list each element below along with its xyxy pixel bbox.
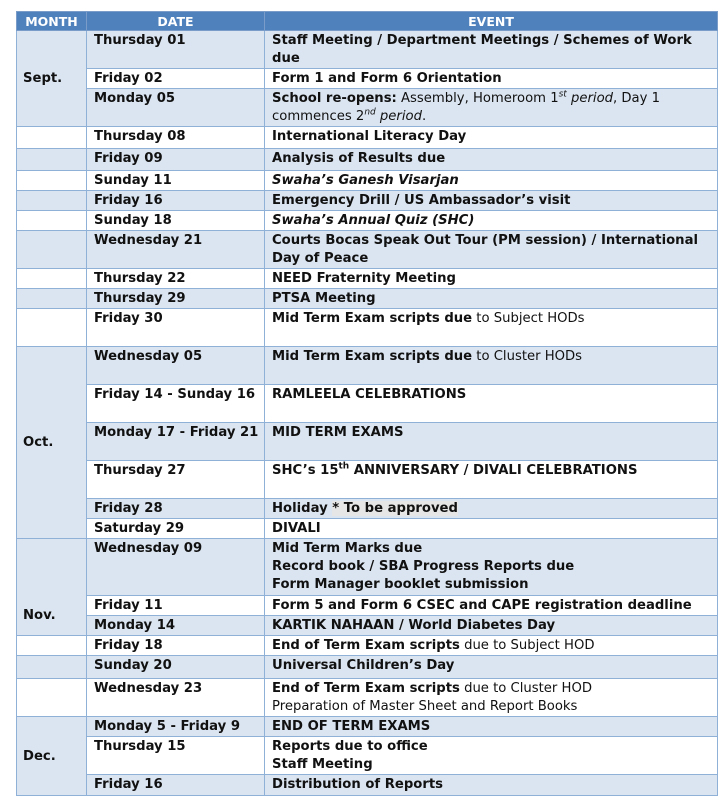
event-text: Mid Term Exam scripts due [272, 349, 473, 364]
date-cell: Monday 5 - Friday 9 [87, 717, 265, 737]
month-cell-empty [17, 269, 87, 289]
date-cell: Friday 30 [87, 309, 265, 347]
event-text: SHC’s 15 [272, 463, 339, 478]
event-line: Staff Meeting [272, 757, 373, 772]
table-row [17, 539, 718, 596]
event-text: , Day 1 commences 2 [272, 91, 661, 124]
month-cell-empty [17, 656, 87, 679]
date-cell: Friday 16 [87, 191, 265, 211]
event-cell [265, 679, 718, 717]
date-cell: Sunday 20 [87, 656, 265, 679]
date-cell: Monday 14 [87, 616, 265, 636]
table-row [17, 191, 718, 211]
date-cell: Monday 17 - Friday 21 [87, 423, 265, 461]
month-cell-empty [17, 171, 87, 191]
table-row [17, 347, 718, 385]
date-cell: Wednesday 05 [87, 347, 265, 385]
approval-note: * To be approved [332, 501, 458, 516]
date-cell: Sunday 18 [87, 211, 265, 231]
month-cell-empty [17, 636, 87, 656]
header-row [17, 12, 718, 31]
month-cell-empty [17, 191, 87, 211]
event-cell: Swaha’s Annual Quiz (SHC) [265, 211, 718, 231]
table-row [17, 385, 718, 423]
table-row [17, 423, 718, 461]
date-cell: Thursday 22 [87, 269, 265, 289]
date-cell: Wednesday 09 [87, 539, 265, 596]
event-text: Holiday [272, 501, 333, 516]
date-cell: Friday 14 - Sunday 16 [87, 385, 265, 423]
date-cell: Wednesday 23 [87, 679, 265, 717]
date-cell: Friday 11 [87, 596, 265, 616]
table-row [17, 499, 718, 519]
event-cell [265, 737, 718, 775]
event-cell: Universal Children’s Day [265, 656, 718, 679]
event-line: Record book / SBA Progress Reports due [272, 559, 575, 574]
month-cell-sept: Sept. [17, 31, 87, 127]
date-cell: Friday 16 [87, 775, 265, 796]
table-row [17, 656, 718, 679]
date-cell: Wednesday 21 [87, 231, 265, 269]
date-cell: Monday 05 [87, 89, 265, 127]
table-row [17, 171, 718, 191]
date-cell: Saturday 29 [87, 519, 265, 539]
date-cell: Friday 02 [87, 69, 265, 89]
table-row [17, 89, 718, 127]
date-cell: Friday 18 [87, 636, 265, 656]
event-cell [265, 89, 718, 127]
event-cell: International Literacy Day [265, 127, 718, 149]
event-cell: Emergency Drill / US Ambassador’s visit [265, 191, 718, 211]
event-cell [265, 347, 718, 385]
header-date: DATE [87, 12, 265, 31]
month-cell-empty [17, 309, 87, 347]
month-cell-empty [17, 127, 87, 149]
event-cell [265, 636, 718, 656]
month-cell-empty [17, 679, 87, 717]
table-row [17, 69, 718, 89]
event-cell: Distribution of Reports [265, 775, 718, 796]
event-cell [265, 309, 718, 347]
table-row [17, 519, 718, 539]
month-cell-dec: Dec. [17, 717, 87, 796]
date-cell: Thursday 29 [87, 289, 265, 309]
date-cell: Thursday 15 [87, 737, 265, 775]
header-month: MONTH [17, 12, 87, 31]
event-line: Mid Term Marks due [272, 541, 423, 556]
table-row [17, 231, 718, 269]
month-cell-empty [17, 211, 87, 231]
event-cell: MID TERM EXAMS [265, 423, 718, 461]
event-cell: Form 1 and Form 6 Orientation [265, 69, 718, 89]
event-superscript: st [558, 89, 567, 100]
event-cell: Staff Meeting / Department Meetings / Schemes of Work due [265, 31, 718, 69]
table-row [17, 679, 718, 717]
event-cell: NEED Fraternity Meeting [265, 269, 718, 289]
table-row [17, 737, 718, 775]
table-row [17, 596, 718, 616]
event-text: to Subject HODs [472, 311, 585, 326]
event-cell: KARTIK NAHAAN / World Diabetes Day [265, 616, 718, 636]
event-text: to Cluster HODs [472, 349, 583, 364]
table-row [17, 211, 718, 231]
month-cell-empty [17, 289, 87, 309]
event-text: . [421, 109, 427, 124]
event-cell [265, 499, 718, 519]
event-cell: Analysis of Results due [265, 149, 718, 171]
table-row [17, 309, 718, 347]
event-text: Assembly, Homeroom 1 [396, 91, 559, 106]
event-cell [265, 461, 718, 499]
event-text: End of Term Exam scripts [272, 638, 460, 653]
table-row [17, 149, 718, 171]
event-superscript: th [338, 461, 350, 472]
date-cell: Thursday 01 [87, 31, 265, 69]
month-cell-empty [17, 149, 87, 171]
event-cell: Form 5 and Form 6 CSEC and CAPE registration deadline [265, 596, 718, 616]
event-text: Mid Term Exam scripts due [272, 311, 473, 326]
date-cell: Friday 28 [87, 499, 265, 519]
event-cell [265, 539, 718, 596]
month-cell-nov: Nov. [17, 539, 87, 636]
table-row [17, 616, 718, 636]
event-text: due to Subject HOD [459, 638, 595, 653]
calendar-table [16, 11, 718, 796]
table-row [17, 717, 718, 737]
date-cell: Thursday 08 [87, 127, 265, 149]
event-text: period [566, 91, 614, 106]
table-row [17, 289, 718, 309]
event-superscript: nd [364, 107, 376, 118]
event-line [272, 680, 711, 698]
event-cell: DIVALI [265, 519, 718, 539]
event-cell: Courts Bocas Speak Out Tour (PM session) / International Day of Peace [265, 231, 718, 269]
month-cell-oct: Oct. [17, 347, 87, 539]
table-row [17, 461, 718, 499]
table-row [17, 636, 718, 656]
table-row [17, 775, 718, 796]
header-event: EVENT [265, 12, 718, 31]
date-cell: Thursday 27 [87, 461, 265, 499]
table-row [17, 31, 718, 69]
event-text: due to Cluster HOD [459, 681, 592, 696]
event-line: Reports due to office [272, 739, 428, 754]
event-line: Form Manager booklet submission [272, 577, 529, 592]
date-cell: Friday 09 [87, 149, 265, 171]
event-text: period [375, 109, 422, 124]
event-cell: Swaha’s Ganesh Visarjan [265, 171, 718, 191]
event-text: School re-opens: [272, 91, 397, 106]
table-row [17, 127, 718, 149]
event-text: ANNIVERSARY / DIVALI CELEBRATIONS [349, 463, 638, 478]
event-cell: END OF TERM EXAMS [265, 717, 718, 737]
event-cell: PTSA Meeting [265, 289, 718, 309]
event-text: End of Term Exam scripts [272, 681, 460, 696]
month-cell-empty [17, 231, 87, 269]
event-cell: RAMLEELA CELEBRATIONS [265, 385, 718, 423]
event-line: Preparation of Master Sheet and Report Books [272, 699, 578, 714]
table-row [17, 269, 718, 289]
date-cell: Sunday 11 [87, 171, 265, 191]
